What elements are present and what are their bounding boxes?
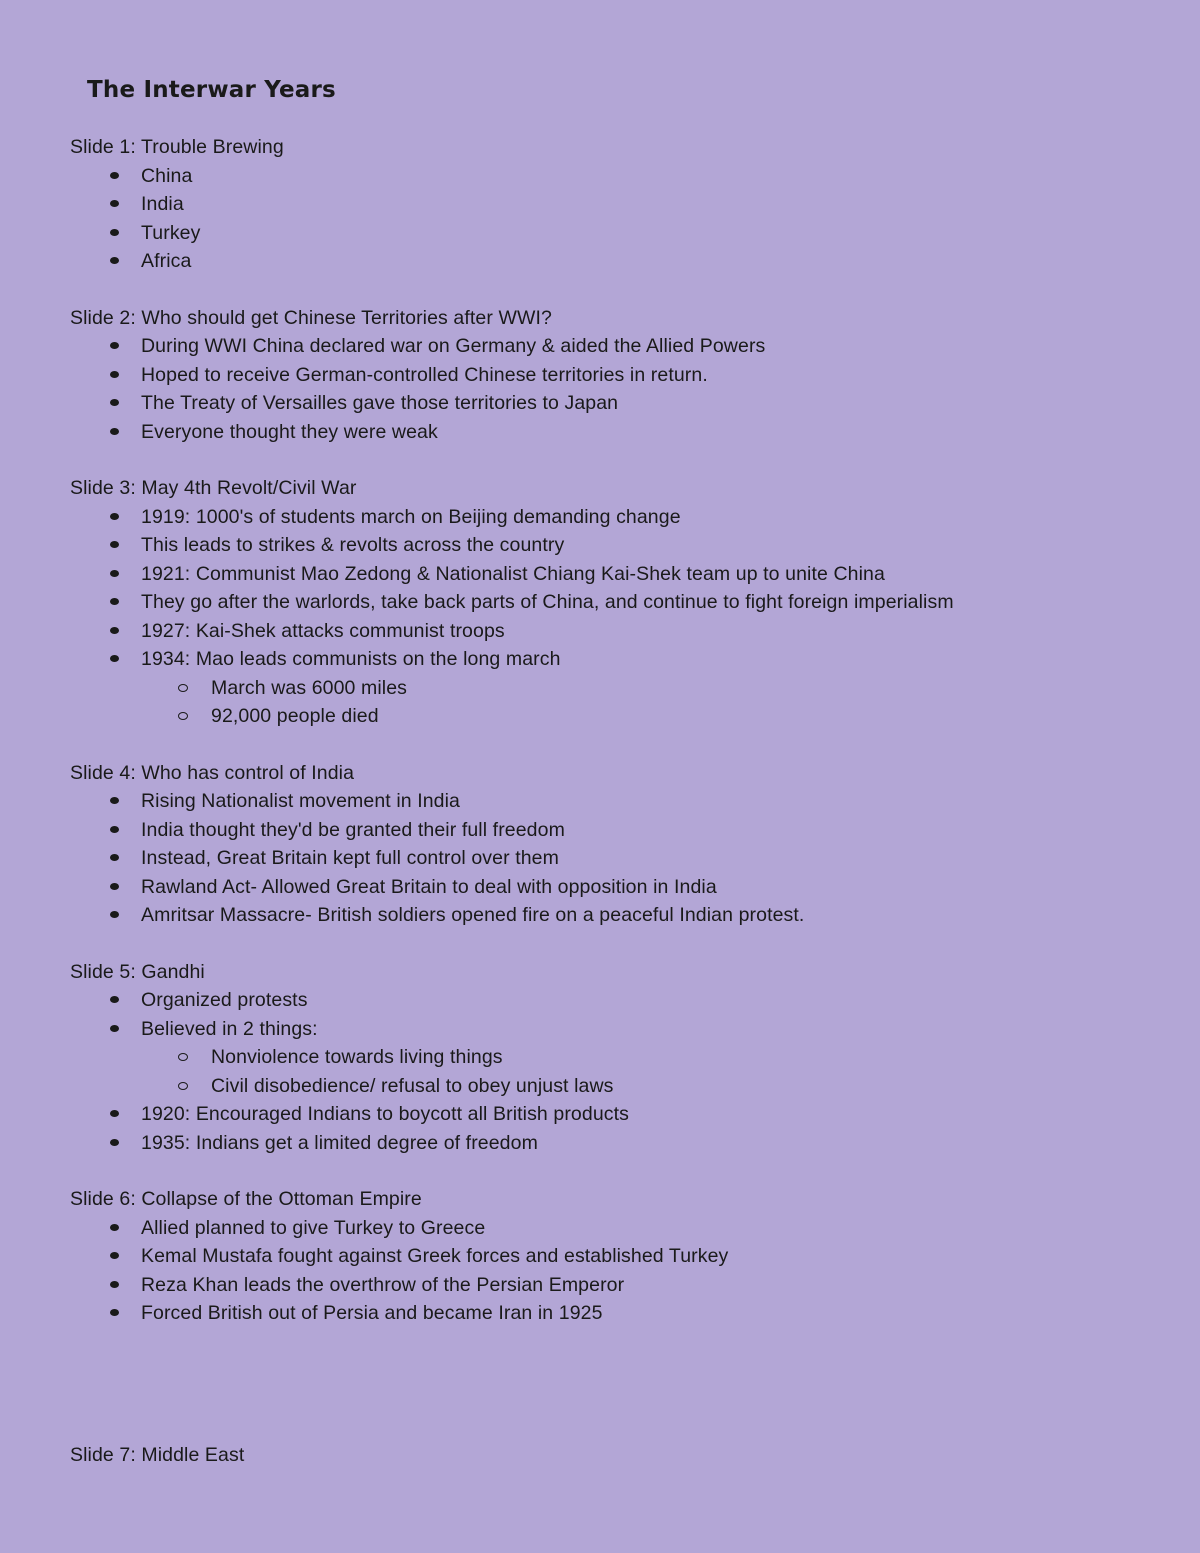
list-item: 1927: Kai-Shek attacks communist troops [70, 617, 1150, 646]
slide-heading: Slide 2: Who should get Chinese Territories after WWI? [70, 306, 552, 329]
sub-list-item: Civil disobedience/ refusal to obey unjust laws [70, 1072, 1150, 1101]
slide-7-section [70, 1441, 1150, 1470]
list-item: Everyone thought they were weak [70, 418, 1150, 447]
list-item: Organized protests [70, 986, 1150, 1015]
sub-list-item: 92,000 people died [70, 702, 1150, 731]
bullet-list [70, 1214, 1150, 1328]
document-title: The Interwar Years [87, 77, 336, 103]
list-item: Reza Khan leads the overthrow of the Persian Emperor [70, 1271, 1150, 1300]
list-item: 1934: Mao leads communists on the long march [70, 645, 1150, 674]
list-item: 1919: 1000's of students march on Beijing demanding change [70, 503, 1150, 532]
slide-heading: Slide 6: Collapse of the Ottoman Empire [70, 1188, 422, 1210]
slide-heading: Slide 4: Who has control of India [70, 761, 355, 784]
list-item: During WWI China declared war on Germany & aided the Allied Powers [70, 332, 1150, 361]
slide-heading: Slide 3: May 4th Revolt/Civil War [70, 477, 357, 499]
bullet-list [70, 787, 1150, 930]
list-item: Forced British out of Persia and became Iran in 1925 [70, 1299, 1150, 1328]
list-item: Allied planned to give Turkey to Greece [70, 1214, 1150, 1243]
list-item: 1921: Communist Mao Zedong & Nationalist Chiang Kai-Shek team up to unite China [70, 560, 1150, 589]
list-item: India [70, 190, 1150, 219]
slide-heading: Slide 7: Middle East [70, 1443, 245, 1466]
list-item: The Treaty of Versailles gave those territories to Japan [70, 389, 1150, 418]
slide-3-section [70, 474, 1150, 731]
list-item: This leads to strikes & revolts across the country [70, 531, 1150, 560]
slide-heading: Slide 1: Trouble Brewing [70, 136, 284, 158]
document-page [70, 70, 1150, 1469]
slide-5-section [70, 958, 1150, 1158]
slide-6-section [70, 1185, 1150, 1328]
bullet-list [70, 332, 1150, 446]
list-item: Believed in 2 things: [70, 1015, 1150, 1044]
bullet-list [70, 162, 1150, 276]
list-item: Hoped to receive German-controlled Chinese territories in return. [70, 361, 1150, 390]
list-item: India thought they'd be granted their full freedom [70, 816, 1150, 845]
slide-4-section [70, 759, 1150, 930]
slide-1-section [70, 133, 1150, 276]
list-item: Rawland Act- Allowed Great Britain to deal with opposition in India [70, 873, 1150, 902]
slide-2-section [70, 304, 1150, 447]
list-item: Africa [70, 247, 1150, 276]
list-item: Instead, Great Britain kept full control over them [70, 844, 1150, 873]
list-item: Kemal Mustafa fought against Greek forces and established Turkey [70, 1242, 1150, 1271]
list-item: 1935: Indians get a limited degree of freedom [70, 1129, 1150, 1158]
list-item: Amritsar Massacre- British soldiers opened fire on a peaceful Indian protest. [70, 901, 1150, 930]
bullet-list [70, 986, 1150, 1157]
list-item: 1920: Encouraged Indians to boycott all British products [70, 1100, 1150, 1129]
sub-list-item: March was 6000 miles [70, 674, 1150, 703]
list-item: Rising Nationalist movement in India [70, 787, 1150, 816]
slide-heading: Slide 5: Gandhi [70, 960, 205, 983]
bullet-list [70, 503, 1150, 731]
sub-list-item: Nonviolence towards living things [70, 1043, 1150, 1072]
list-item: China [70, 162, 1150, 191]
list-item: Turkey [70, 219, 1150, 248]
list-item: They go after the warlords, take back parts of China, and continue to fight foreign imperialism [70, 588, 1150, 617]
